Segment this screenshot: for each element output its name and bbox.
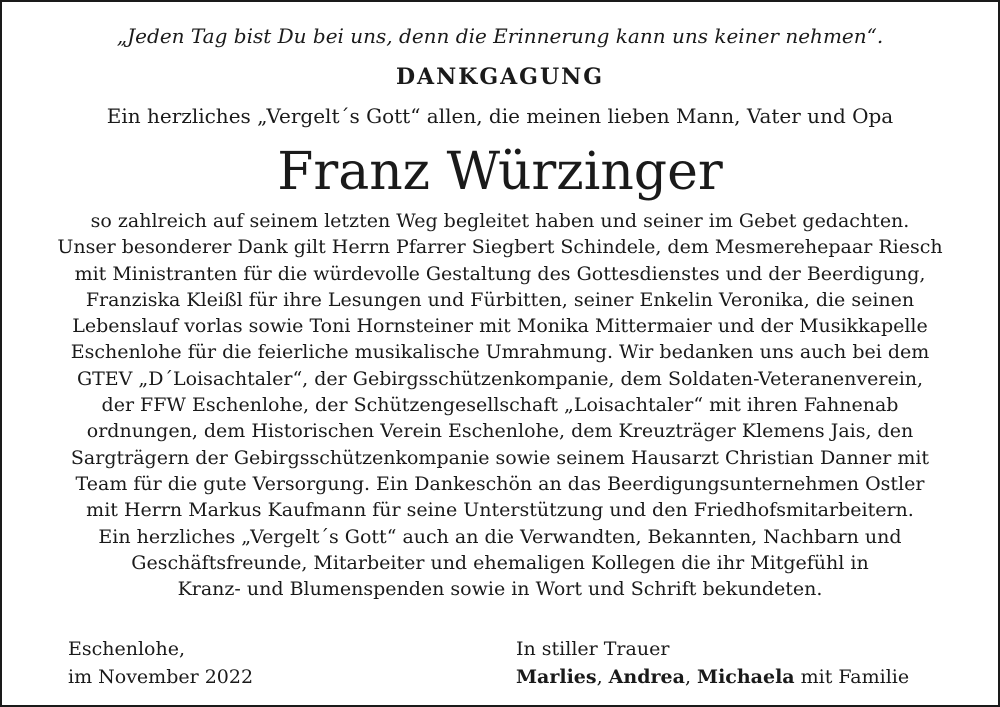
family-names [516,663,909,691]
thanks-line: ordnungen, dem Historischen Verein Eschenlohe, dem Kreuzträger Klemens Jais, den [86,420,914,443]
thanks-text [2,208,998,602]
notice-heading: DANKGAGUNG [395,64,605,90]
thanks-line: so zahlreich auf seinem letzten Weg begleitet haben und seiner im Gebet gedachten. [90,210,910,232]
name-separator: , [596,666,609,688]
thanks-line: Franziska Kleißl für ihre Lesungen und Fürbitten, seiner Enkelin Veronika, die seinen [85,288,915,311]
thanks-line: Sargträgern der Gebirgsschützenkompanie sowie seinem Hausarzt Christian Danner mit [70,446,930,469]
thanks-line: Geschäftsfreunde, Mitarbeiter und ehemaligen Kollegen die ihr Mitgefühl in [131,551,869,574]
thanks-line: Kranz- und Blumenspenden sowie in Wort und Schrift bekundeten. [177,578,823,601]
thanks-line: der FFW Eschenlohe, der Schützengesellschaft „Loisachtaler“ mit ihren Fahnenab [101,394,899,417]
thanks-line: Ein herzliches „Vergelt´s Gott“ auch an die Verwandten, Bekannten, Nachbarn und [98,525,902,548]
family-name-andrea: Andrea [608,666,685,688]
thanks-line: Eschenlohe für die feierliche musikalische Umrahmung. Wir bedanken uns auch bei dem [70,341,930,364]
intro-line: Ein herzliches „Vergelt´s Gott“ allen, die meinen lieben Mann, Vater und Opa [106,104,894,128]
mourning-label: In stiller Trauer [516,638,670,660]
deceased-name: Franz Würzinger [277,142,723,202]
notice-date: im November 2022 [68,666,254,688]
name-separator: , [684,666,698,688]
place-date-block [68,635,253,691]
family-name-marlies: Marlies [516,666,597,688]
thanks-line: GTEV „D´Loisachtaler“, der Gebirgsschützenkompanie, dem Soldaten-Veteranenverein, [76,367,924,390]
mourners-block [516,635,909,691]
thanks-line: Unser besonderer Dank gilt Herrn Pfarrer Siegbert Schindele, dem Mesmerehepaar Riesch [57,236,943,259]
thanks-line: mit Ministranten für die würdevolle Gestaltung des Gottesdienstes und der Beerdigung, [74,262,926,285]
thanks-line: Lebenslauf vorlas sowie Toni Hornsteiner mit Monika Mittermaier und der Musikkapelle [72,315,928,338]
place-name: Eschenlohe, [68,638,186,660]
motto-quote: „Jeden Tag bist Du bei uns, denn die Erinnerung kann uns keiner nehmen“. [116,24,884,48]
thanks-line: Team für die gute Versorgung. Ein Dankeschön an das Beerdigungsunternehmen Ostler [75,472,925,495]
family-suffix: mit Familie [794,666,910,688]
family-name-michaela: Michaela [697,666,795,688]
thanks-line: mit Herrn Markus Kaufmann für seine Unterstützung und den Friedhofsmitarbeitern. [86,499,914,522]
